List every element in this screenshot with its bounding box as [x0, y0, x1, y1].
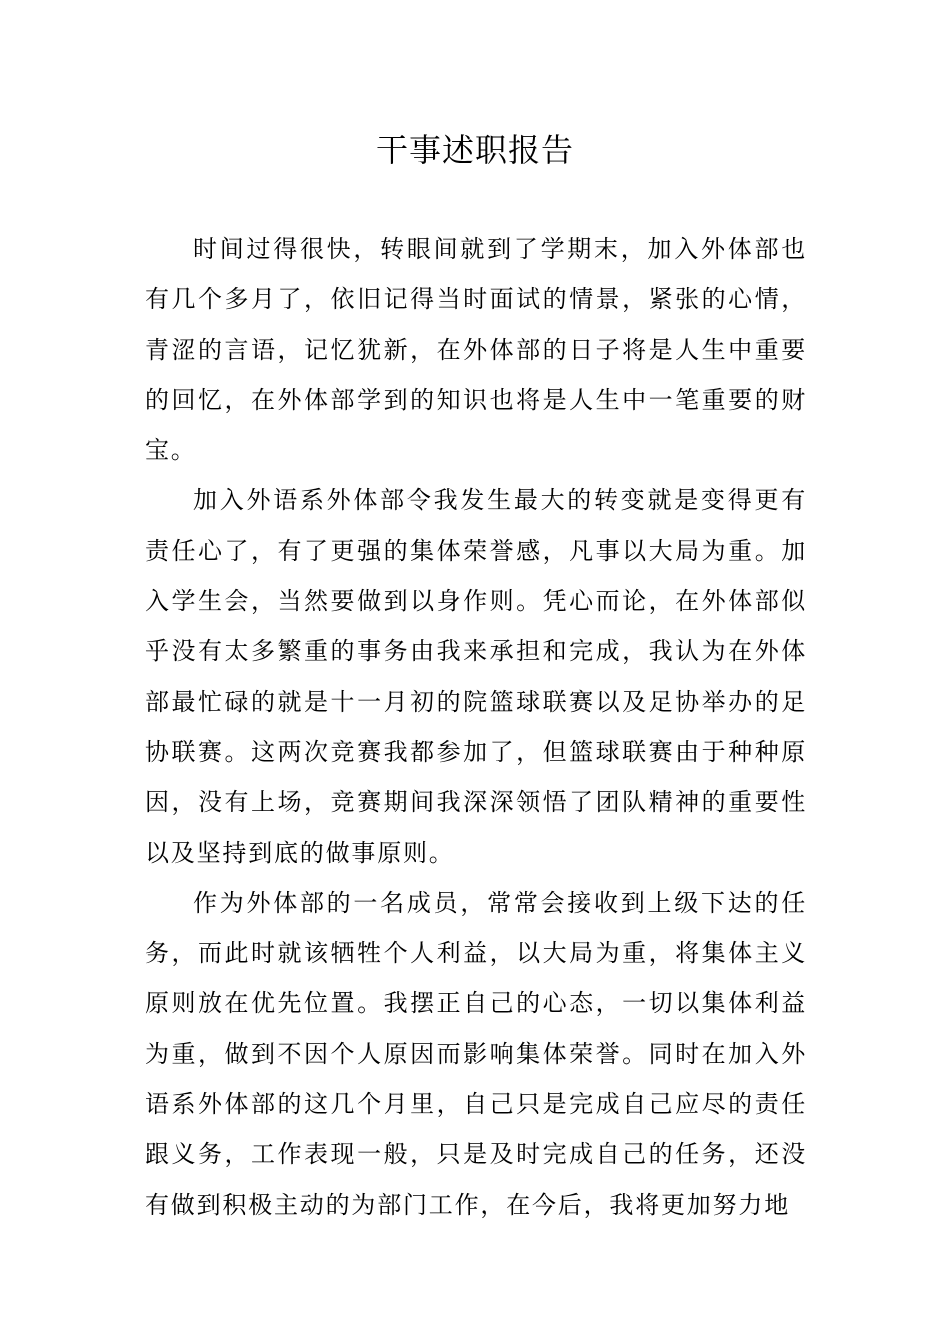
paragraph-3: 作为外体部的一名成员，常常会接收到上级下达的任务，而此时就该牺牲个人利益，以大局为重，将集体主义原则放在优先位置。我摆正自己的心态，一切以集体利益为重，做到不因个人原因而影响集体荣誉。同时在加入外语系外体部的这几个月里，自己只是完成自己应尽的责任跟义务，工作表现一般，只是及时完成自己的任务，还没有做到积极主动的为部门工作，在今后，我将更加努力地 — [145, 888, 807, 1219]
paragraph-1: 时间过得很快，转眼间就到了学期末，加入外体部也有几个多月了，依旧记得当时面试的情景，紧张的心情，青涩的言语，记忆犹新，在外体部的日子将是人生中重要的回忆，在外体部学到的知识也将是人生中一笔重要的财宝。 — [145, 235, 807, 465]
document-body — [145, 224, 807, 1230]
paragraph-2: 加入外语系外体部令我发生最大的转变就是变得更有责任心了，有了更强的集体荣誉感，凡事以大局为重。加入学生会，当然要做到以身作则。凭心而论，在外体部似乎没有太多繁重的事务由我来承担和完成，我认为在外体部最忙碌的就是十一月初的院篮球联赛以及足协举办的足协联赛。这两次竞赛我都参加了，但篮球联赛由于种种原因，没有上场，竞赛期间我深深领悟了团队精神的重要性以及坚持到底的做事原则。 — [145, 486, 807, 867]
document-title: 干事述职报告 — [375, 131, 574, 169]
